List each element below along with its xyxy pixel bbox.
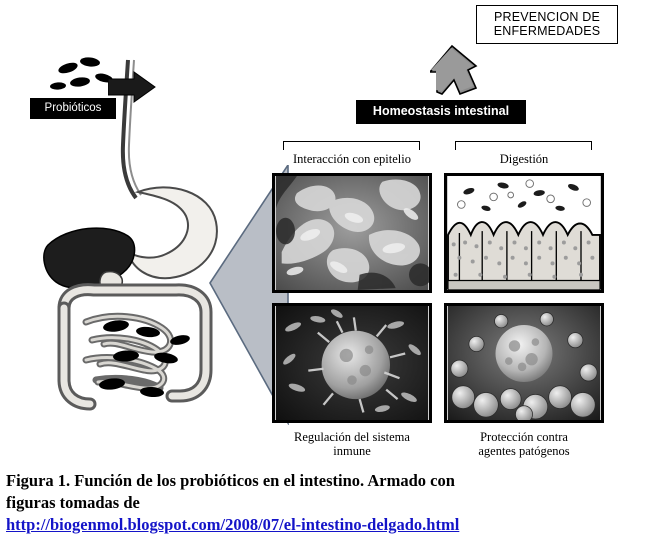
panel-interaccion-epitelio bbox=[272, 173, 432, 293]
panel-regulacion-sistema-inmune bbox=[272, 303, 432, 423]
bracket-left bbox=[283, 141, 420, 150]
bracket-right bbox=[455, 141, 592, 150]
caption-proteccion-line-2: agentes patógenos bbox=[478, 444, 570, 458]
figure-caption bbox=[6, 470, 642, 536]
label-homeostasis-intestinal: Homeostasis intestinal bbox=[356, 100, 526, 124]
figure-source-link[interactable]: http://biogenmol.blogspot.com/2008/07/el-intestino-delgado.html bbox=[6, 515, 460, 534]
caption-interaccion-epitelio: Interacción con epitelio bbox=[293, 152, 411, 166]
prevencion-line-2: ENFERMEDADES bbox=[493, 24, 601, 38]
prevention-arrow-icon bbox=[430, 40, 490, 100]
caption-regulacion-sistema-inmune bbox=[272, 430, 432, 458]
caption-regulacion-line-1: Regulación del sistema bbox=[294, 430, 410, 444]
label-prevencion-enfermedades bbox=[476, 5, 618, 44]
label-probioticos: Probióticos bbox=[30, 98, 116, 119]
panel-proteccion-agentes-patogenos bbox=[444, 303, 604, 423]
caption-proteccion-line-1: Protección contra bbox=[480, 430, 568, 444]
prevencion-line-1: PREVENCION DE bbox=[493, 10, 601, 24]
figure-caption-line-2: figuras tomadas de bbox=[6, 493, 140, 512]
panel-digestion bbox=[444, 173, 604, 293]
caption-regulacion-line-2: inmune bbox=[333, 444, 371, 458]
caption-proteccion-agentes-patogenos bbox=[444, 430, 604, 458]
caption-digestion: Digestión bbox=[499, 152, 549, 166]
figure-caption-line-1: Figura 1. Función de los probióticos en el intestino. Armado con bbox=[6, 471, 455, 490]
